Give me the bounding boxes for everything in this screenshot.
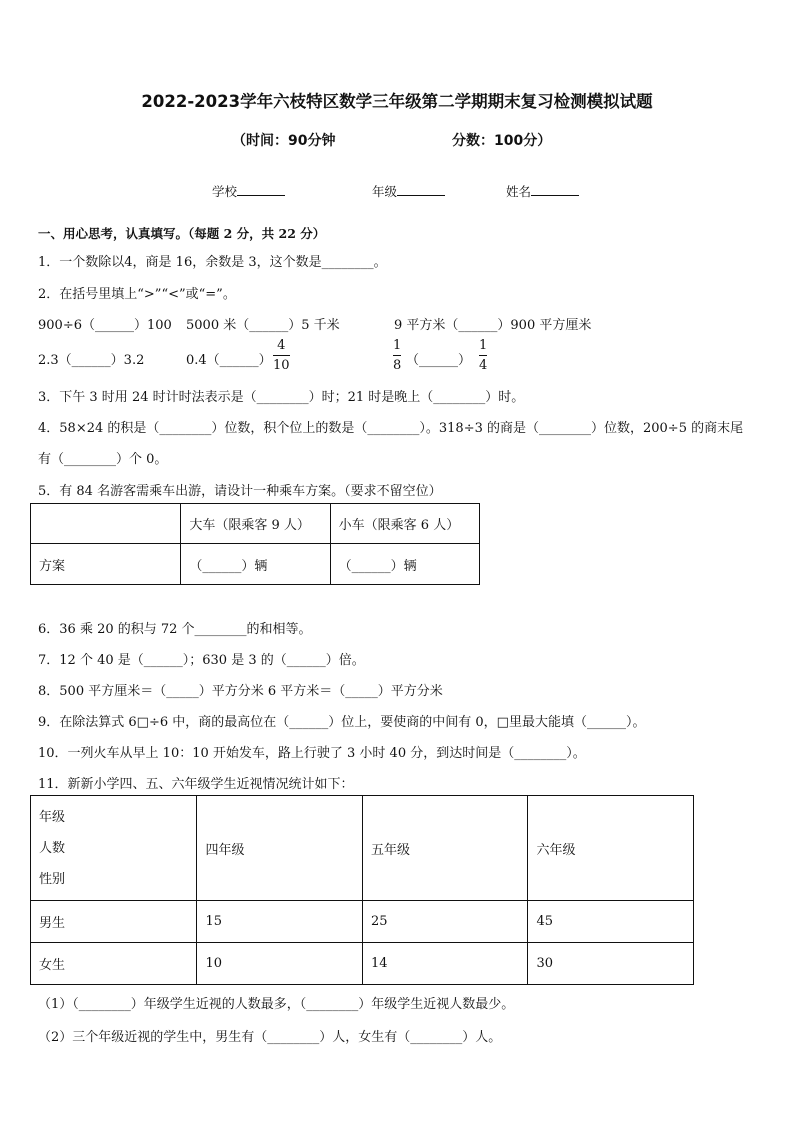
table-cell: 女生: [31, 943, 197, 985]
table-header: 四年级: [197, 796, 363, 901]
table-row: [31, 544, 480, 585]
table-corner-header: 年级 人数 性别: [31, 796, 197, 901]
table-header: 大车（限乘客 9 人）: [181, 504, 330, 544]
question-11-part-2: （2）三个年级近视的学生中，男生有（________）人，女生有（________）人。: [38, 1030, 502, 1045]
question-11-part-1: （1）（________）年级学生近视的人数最多，（________）年级学生近视人数最少。: [38, 997, 515, 1012]
question-8: 8．500 平方厘米＝（_____）平方分米 6 平方米＝（_____）平方分米: [38, 684, 443, 699]
school-field[interactable]: 学校: [212, 182, 285, 200]
table-cell: （______）辆: [181, 544, 330, 585]
table-row: [31, 943, 694, 985]
question-11: 11．新新小学四、五、六年级学生近视情况统计如下：: [38, 777, 354, 792]
exam-time: （时间：90分钟: [232, 133, 336, 149]
table-row: [31, 796, 694, 901]
table-cell: 14: [362, 943, 528, 985]
q2-compare-3: 9 平方米（______）900 平方厘米: [394, 318, 592, 333]
fraction-numerator: 1: [479, 338, 488, 353]
section-heading: 一、用心思考，认真填写。（每题 2 分，共 22 分）: [38, 226, 326, 241]
q2-compare-4: 2.3（______）3.2: [38, 353, 145, 368]
fraction-denominator: 4: [479, 358, 488, 373]
table-cell: 30: [528, 943, 694, 985]
table-cell: 25: [362, 901, 528, 943]
table-row: [31, 504, 480, 544]
q2-compare-6: （______）: [406, 353, 472, 368]
table-cell: 45: [528, 901, 694, 943]
q2-compare-5: 0.4（______）: [186, 353, 272, 368]
table-cell: 方案: [31, 544, 181, 585]
q2-compare-2: 5000 米（______）5 千米: [186, 318, 340, 333]
table-cell: （______）辆: [330, 544, 479, 585]
q2-compare-1: 900÷6（______）100: [38, 318, 172, 333]
exam-score: 分数：100分）: [452, 133, 552, 149]
question-6: 6．36 乘 20 的积与 72 个________的和相等。: [38, 622, 312, 637]
table-cell: 男生: [31, 901, 197, 943]
table-header: 六年级: [528, 796, 694, 901]
fraction-1-8: [393, 338, 401, 373]
question-2: 2．在括号里填上“>”“<”或“=”。: [38, 287, 236, 302]
table-header: 小车（限乘客 6 人）: [330, 504, 479, 544]
table-cell: 15: [197, 901, 363, 943]
fraction-denominator: 8: [393, 358, 402, 373]
fraction-4-10: [273, 338, 290, 373]
table-row: [31, 901, 694, 943]
fraction-1-4: [479, 338, 487, 373]
question-3: 3．下午 3 时用 24 时计时法表示是（________）时；21 时是晚上（________）时。: [38, 390, 525, 405]
question-4-line-1: 4．58×24 的积是（________）位数，积个位上的数是（________）。318÷3 的商是（________）位数，200÷5 的商末尾: [38, 421, 744, 436]
question-4-line-2: 有（________）个 0。: [38, 452, 168, 467]
question-7: 7．12 个 40 是（______）；630 是 3 的（______）倍。: [38, 653, 365, 668]
name-field[interactable]: 姓名: [506, 182, 579, 200]
myopia-table: [30, 795, 694, 985]
fraction-denominator: 10: [273, 358, 290, 373]
fraction-numerator: 4: [277, 338, 286, 353]
question-1: 1．一个数除以4，商是 16，余数是 3，这个数是________。: [38, 255, 387, 270]
page-title: 2022-2023学年六枝特区数学三年级第二学期期末复习检测模拟试题: [141, 92, 653, 111]
table-cell: 10: [197, 943, 363, 985]
fraction-numerator: 1: [393, 338, 402, 353]
table-header: 五年级: [362, 796, 528, 901]
grade-field[interactable]: 年级: [372, 182, 445, 200]
question-10: 10．一列火车从早上 10：10 开始发车，路上行驶了 3 小时 40 分，到达时间是（________）。: [38, 746, 586, 761]
question-9: 9．在除法算式 6□÷6 中，商的最高位在（______）位上，要使商的中间有 0，□里最大能填（______）。: [38, 715, 646, 730]
bus-plan-table: [30, 503, 480, 585]
question-5: 5．有 84 名游客需乘车出游，请设计一种乘车方案。（要求不留空位）: [38, 484, 442, 499]
